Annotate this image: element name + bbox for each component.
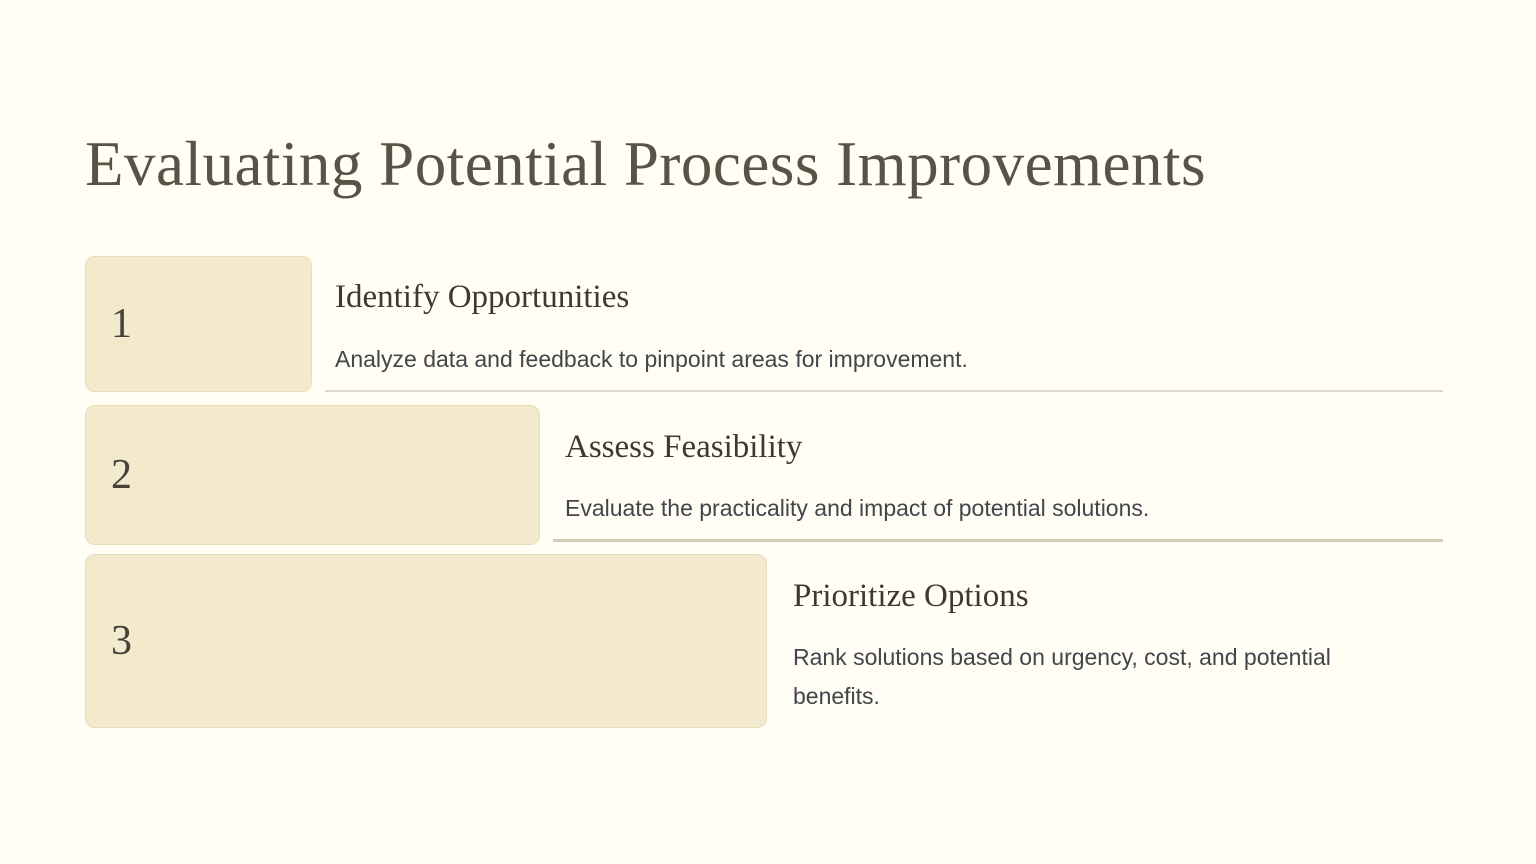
step-number-3: 3 bbox=[111, 618, 132, 664]
step-description-3: Rank solutions based on urgency, cost, and potential benefits. bbox=[793, 644, 1331, 709]
step-number-box-1 bbox=[85, 256, 312, 392]
step-number-1: 1 bbox=[111, 301, 132, 347]
step-number-box-2 bbox=[85, 405, 540, 545]
step-title-1: Identify Opportunities bbox=[335, 279, 630, 315]
step-number-box-3 bbox=[85, 554, 767, 728]
step-title-3: Prioritize Options bbox=[793, 578, 1029, 614]
step-number-2: 2 bbox=[111, 452, 132, 498]
step-divider-1 bbox=[325, 390, 1443, 392]
step-description-2: Evaluate the practicality and impact of potential solutions. bbox=[565, 495, 1150, 521]
step-title-2: Assess Feasibility bbox=[565, 429, 803, 465]
slide-title: Evaluating Potential Process Improvements bbox=[85, 129, 1207, 199]
step-divider-2 bbox=[553, 539, 1443, 542]
step-description-1: Analyze data and feedback to pinpoint areas for improvement. bbox=[335, 346, 968, 372]
